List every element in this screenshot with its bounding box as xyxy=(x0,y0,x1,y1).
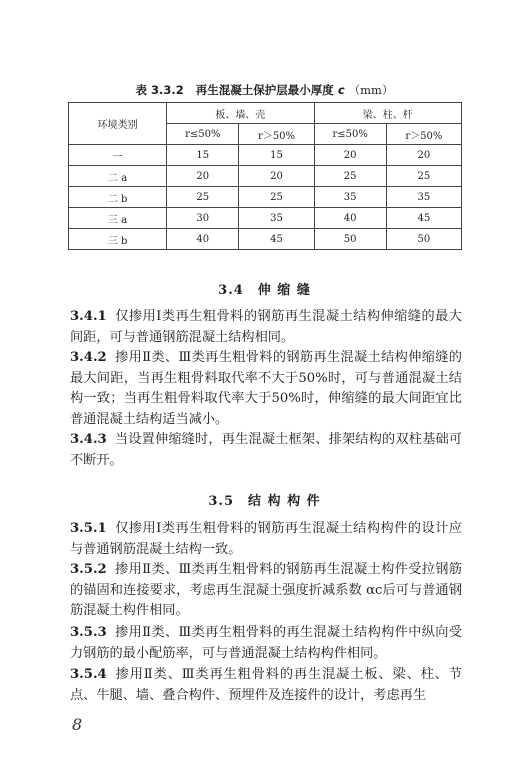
clause-text: 掺用Ⅱ类、Ⅲ类再生粗骨料的钢筋再生混凝土结构伸缩缝的最大间距，当再生粗骨料取代率不大于50%时，可与普通混凝土结构一致；当再生粗骨料取代率大于50%时，伸缩缝的最大间距宜比普通混凝土结构适当减小。 xyxy=(70,350,462,427)
sub-header: r＞50% xyxy=(239,124,314,145)
table-caption-label: 表 3.3.2 xyxy=(135,83,184,97)
table-cell: 40 xyxy=(314,208,386,229)
table-cell: 二 b xyxy=(69,187,167,208)
clause-number: 3.5.1 xyxy=(70,521,107,536)
table-row xyxy=(69,208,462,229)
table-cell: 50 xyxy=(386,229,461,250)
table-cell: 三 b xyxy=(69,229,167,250)
table-cell: 30 xyxy=(167,208,239,229)
clause-text: 仅掺用Ⅰ类再生粗骨料的钢筋再生混凝土结构伸缩缝的最大间距，可与普通钢筋混凝土结构相同。 xyxy=(70,309,462,345)
table-cell: 一 xyxy=(69,145,167,166)
clause-number: 3.5.3 xyxy=(70,625,107,640)
section-title: 伸 缩 缝 xyxy=(257,283,311,298)
table-caption-title: 再生混凝土保护层最小厚度 xyxy=(195,83,334,97)
table-cell: 15 xyxy=(167,145,239,166)
section-number: 3.4 xyxy=(218,283,244,298)
clause-3-4-2 xyxy=(70,348,462,430)
clause-number: 3.4.1 xyxy=(70,309,107,324)
clause-text: 掺用Ⅱ类、Ⅲ类再生粗骨料的钢筋再生混凝土构件受拉钢筋的锚固和连接要求，考虑再生混凝土强度折减系数 αc后可与普通钢筋混凝土构件相同。 xyxy=(70,562,462,618)
section-title: 结 构 构 件 xyxy=(248,494,321,509)
table-row xyxy=(69,145,462,166)
clause-text: 仅掺用Ⅰ类再生粗骨料的钢筋再生混凝土结构构件的设计应与普通钢筋混凝土结构一致。 xyxy=(70,521,462,557)
clause-text: 当设置伸缩缝时，再生混凝土框架、排架结构的双柱基础可不断开。 xyxy=(70,432,462,468)
clause-text: 掺用Ⅱ类、Ⅲ类再生粗骨料的再生混凝土板、梁、柱、节点、牛腿、墙、叠合构件、预埋件及连接件的设计，考虑再生 xyxy=(70,667,462,703)
table-cell: 三 a xyxy=(69,208,167,229)
clause-number: 3.5.4 xyxy=(70,667,107,682)
clause-3-4-3 xyxy=(70,430,462,471)
section-number: 3.5 xyxy=(208,494,235,509)
sub-header: r≤50% xyxy=(167,124,239,145)
sub-header: r＞50% xyxy=(386,124,461,145)
table-caption-unit: （mm） xyxy=(348,83,394,97)
table-cell: 15 xyxy=(239,145,314,166)
table-caption xyxy=(0,82,529,98)
section-heading-3-5 xyxy=(0,490,529,509)
table-cell: 20 xyxy=(386,145,461,166)
table-cell: 25 xyxy=(314,166,386,187)
table-cell: 20 xyxy=(239,166,314,187)
clause-3-5-1 xyxy=(70,519,462,560)
clause-number: 3.4.2 xyxy=(70,350,107,365)
table-cell: 20 xyxy=(314,145,386,166)
clause-3-5-3 xyxy=(70,623,462,664)
sub-header: r≤50% xyxy=(314,124,386,145)
group-header-slab: 板、墙、壳 xyxy=(167,103,314,124)
clause-3-5-2 xyxy=(70,560,462,622)
table-row xyxy=(69,229,462,250)
clause-text: 掺用Ⅱ类、Ⅲ类再生粗骨料的再生混凝土结构构件中纵向受力钢筋的最小配筋率，可与普通混凝土结构构件相同。 xyxy=(70,625,462,661)
clause-3-4-1 xyxy=(70,307,462,348)
table-cell: 25 xyxy=(167,187,239,208)
table-cell: 35 xyxy=(239,208,314,229)
table-cell: 35 xyxy=(386,187,461,208)
cover-thickness-table xyxy=(68,102,462,250)
table-cell: 45 xyxy=(386,208,461,229)
table-cell: 二 a xyxy=(69,166,167,187)
table-caption-symbol: c xyxy=(337,83,345,97)
table-cell: 25 xyxy=(239,187,314,208)
clause-number: 3.5.2 xyxy=(70,562,107,577)
clause-3-5-4 xyxy=(70,665,462,706)
table-cell: 45 xyxy=(239,229,314,250)
table-cell: 40 xyxy=(167,229,239,250)
table-cell: 35 xyxy=(314,187,386,208)
page-number: 8 xyxy=(72,715,83,734)
table-cell: 50 xyxy=(314,229,386,250)
table-cell: 20 xyxy=(167,166,239,187)
env-header: 环境类别 xyxy=(69,103,167,145)
table-row xyxy=(69,187,462,208)
clause-number: 3.4.3 xyxy=(70,432,107,447)
section-heading-3-4 xyxy=(0,279,529,298)
table-cell: 25 xyxy=(386,166,461,187)
group-header-beam: 梁、柱、杆 xyxy=(314,103,461,124)
table-row xyxy=(69,166,462,187)
